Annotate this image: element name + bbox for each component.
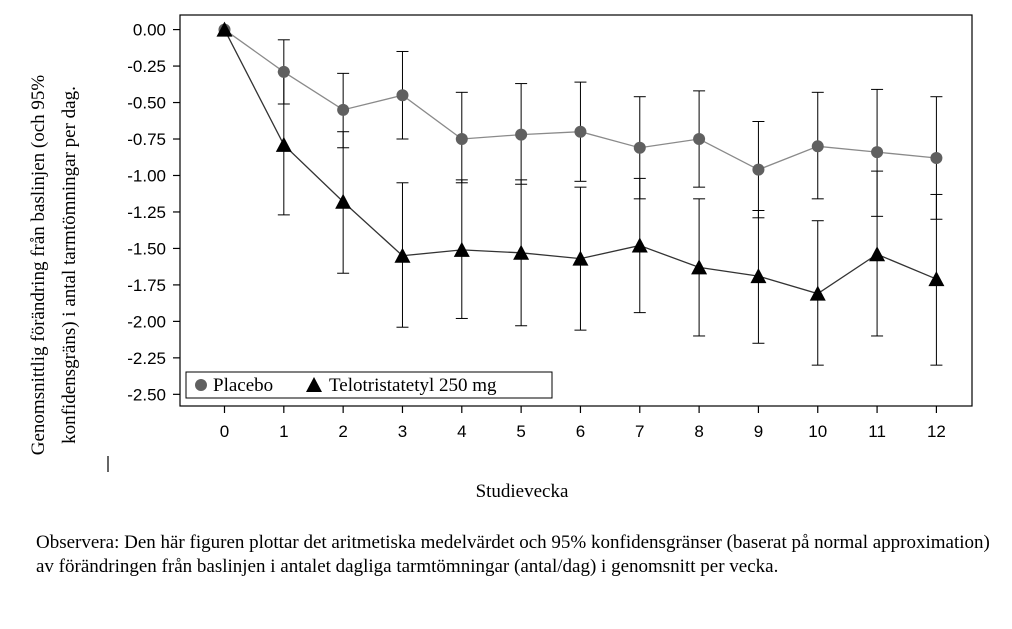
- placebo-point: [871, 146, 883, 158]
- telotristat-point: [691, 259, 707, 274]
- telotristat-point: [869, 246, 885, 261]
- series-layer: [216, 22, 944, 366]
- placebo-point: [456, 133, 468, 145]
- y-tick-label: -0.50: [127, 93, 166, 113]
- y-tick-label: -1.50: [127, 239, 166, 259]
- placebo-point: [812, 140, 824, 152]
- placebo-point: [515, 129, 527, 141]
- x-tick-label: 7: [635, 422, 645, 441]
- y-axis-title-line-2: konfidensgräns) i antal tarmtömningar per dag.: [59, 86, 80, 444]
- legend-placebo-marker: [195, 379, 207, 391]
- placebo-point: [337, 104, 349, 116]
- placebo-point: [930, 152, 942, 164]
- y-tick-label: -1.75: [127, 275, 166, 295]
- y-tick-label: -0.25: [127, 57, 166, 77]
- y-axis-title: Genomsnittlig förändring från baslinjen (och 95%: [28, 74, 49, 456]
- x-tick-label: 3: [397, 422, 408, 441]
- telotristat-point: [454, 242, 470, 257]
- x-tick-label: 8: [694, 422, 704, 441]
- placebo-point: [634, 142, 646, 154]
- x-tick-label: 10: [808, 422, 828, 441]
- plot-frame: [180, 15, 972, 406]
- y-tick-label: -2.25: [127, 348, 166, 368]
- placebo-point: [693, 133, 705, 145]
- telotristat-point: [276, 137, 292, 152]
- legend-telotristat-label: Telotristatetyl 250 mg: [329, 375, 497, 396]
- x-tick-label: 1: [279, 422, 289, 441]
- legend: [186, 372, 552, 398]
- telotristat-point: [810, 286, 826, 301]
- y-axis: [127, 21, 180, 405]
- x-tick-label: 0: [219, 422, 230, 441]
- y-tick-label: -1.00: [127, 166, 166, 186]
- y-tick-label: -0.75: [127, 130, 166, 150]
- x-axis: [220, 406, 946, 441]
- x-tick-label: 4: [457, 422, 467, 441]
- y-tick-label: -2.50: [127, 385, 166, 405]
- x-tick-label: 2: [338, 422, 348, 441]
- figure-caption: Observera: Den här figuren plottar det aritmetiska medelvärdet och 95% konfidensgränser (baserat på normal approximation) av förändringen från baslinjen i antalet dagliga tarmtömningar (antal/dag) i genomsnitt per vecka.: [36, 532, 990, 577]
- x-tick-label: 6: [575, 422, 586, 441]
- y-tick-label: 0.00: [132, 20, 166, 40]
- legend-placebo-label: Placebo: [213, 375, 274, 396]
- telotristat-point: [632, 238, 648, 253]
- y-tick-label: -1.25: [127, 202, 166, 222]
- placebo-point: [752, 164, 764, 176]
- placebo-point: [396, 89, 408, 101]
- x-tick-label: 9: [753, 422, 764, 441]
- placebo-point: [574, 126, 586, 138]
- x-tick-label: 5: [516, 422, 526, 441]
- y-tick-label: -2.00: [127, 312, 166, 332]
- placebo-point: [278, 66, 290, 78]
- x-axis-title: Studievecka: [475, 481, 569, 502]
- x-tick-label: 11: [868, 422, 886, 441]
- telotristat-point: [928, 271, 944, 286]
- x-tick-label: 12: [926, 422, 946, 441]
